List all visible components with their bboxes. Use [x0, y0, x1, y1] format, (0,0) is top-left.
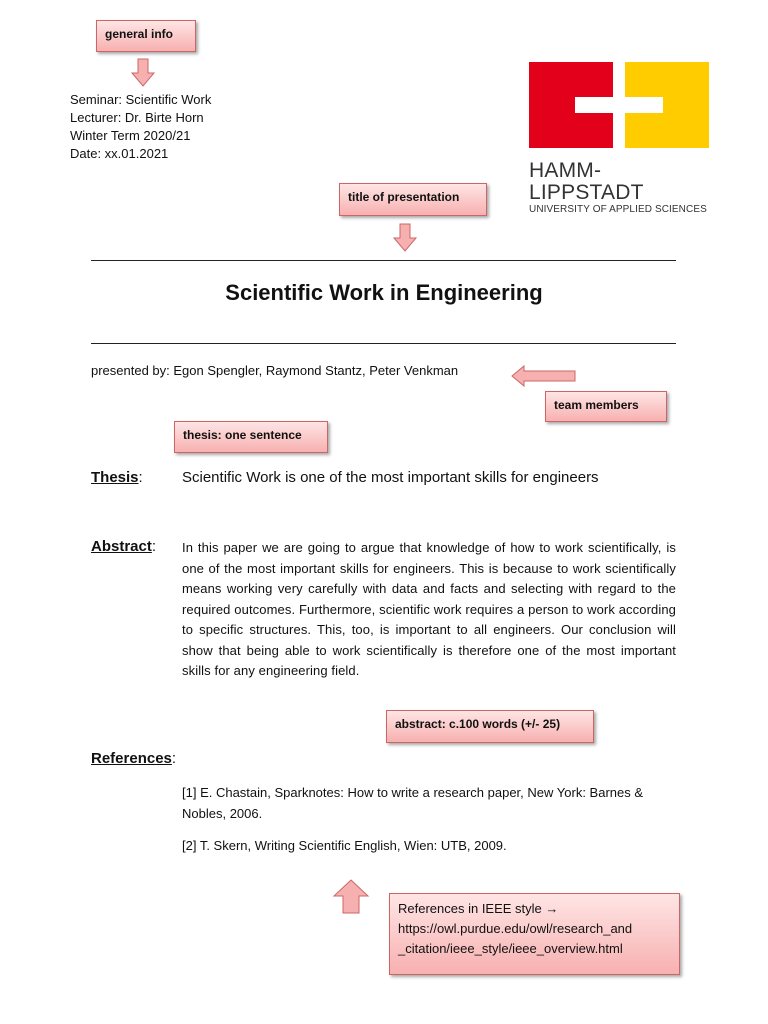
term-line: Winter Term 2020/21: [70, 128, 191, 143]
abstract-text: In this paper we are going to argue that knowledge of how to work scientifically, is one of the most important skills for engineers. This is because to work scientifically means working very carefully with data and facts and selecting with regard to the required outcomes. Furthermore, scientific work requires a person to work according to specific structures. This, too, is important to all engineers. Our conclusion will show that being able to work scientifically is therefore one of the most important skills for any engineering field.: [182, 540, 676, 678]
arrow-up-icon: [333, 880, 369, 914]
thesis-callout: [174, 421, 328, 453]
general-info-callout-label: general info: [105, 27, 174, 41]
university-logo: [529, 62, 709, 216]
university-name: HAMM-LIPPSTADT: [529, 159, 644, 204]
abstract-callout: [386, 710, 594, 743]
references-callout-line-1: References in IEEE style →: [398, 901, 559, 916]
abstract-label-text: Abstract: [91, 538, 152, 555]
references-label: References:: [91, 750, 177, 767]
references-callout: [389, 893, 680, 975]
arrow-left-icon: [512, 366, 576, 386]
general-info-block: [70, 91, 330, 163]
arrow-down-icon: [132, 59, 154, 87]
team-members-callout: [545, 391, 667, 422]
abstract-label: Abstract:: [91, 538, 157, 555]
thesis-text: Scientific Work is one of the most important skills for engineers: [182, 469, 599, 486]
arrow-down-icon: [394, 224, 416, 252]
references-callout-line-2: https://owl.purdue.edu/owl/research_and: [398, 921, 633, 936]
presented-by: presented by: Egon Spengler, Raymond Stantz, Peter Venkman: [91, 363, 459, 378]
university-subtitle: UNIVERSITY OF APPLIED SCIENCES: [529, 204, 707, 215]
seminar-line: Seminar: Scientific Work: [70, 92, 212, 107]
presentation-title: Scientific Work in Engineering: [225, 280, 543, 305]
reference-item-1: [1] E. Chastain, Sparknotes: How to write a research paper, New York: Barnes & Nobles, 2006.: [182, 785, 644, 821]
title-bottom-rule: [91, 343, 676, 344]
references-callout-line-3: _citation/ieee_style/ieee_overview.html: [398, 941, 623, 956]
title-top-rule: [91, 260, 676, 261]
abstract-callout-label: abstract: c.100 words (+/- 25): [395, 717, 561, 731]
title-callout-label: title of presentation: [348, 190, 460, 204]
team-members-callout-label: team members: [554, 398, 639, 412]
reference-item-2: [2] T. Skern, Writing Scientific English, Wien: UTB, 2009.: [182, 838, 507, 853]
general-info-callout: [96, 20, 196, 52]
references-label-text: References: [91, 750, 172, 767]
title-callout: [339, 183, 487, 216]
thesis-label: Thesis:: [91, 469, 143, 486]
thesis-label-text: Thesis: [91, 469, 139, 486]
date-line: Date: xx.01.2021: [70, 146, 169, 161]
thesis-callout-label: thesis: one sentence: [183, 428, 302, 442]
university-logo-mark: [529, 62, 709, 148]
lecturer-line: Lecturer: Dr. Birte Horn: [70, 110, 204, 125]
